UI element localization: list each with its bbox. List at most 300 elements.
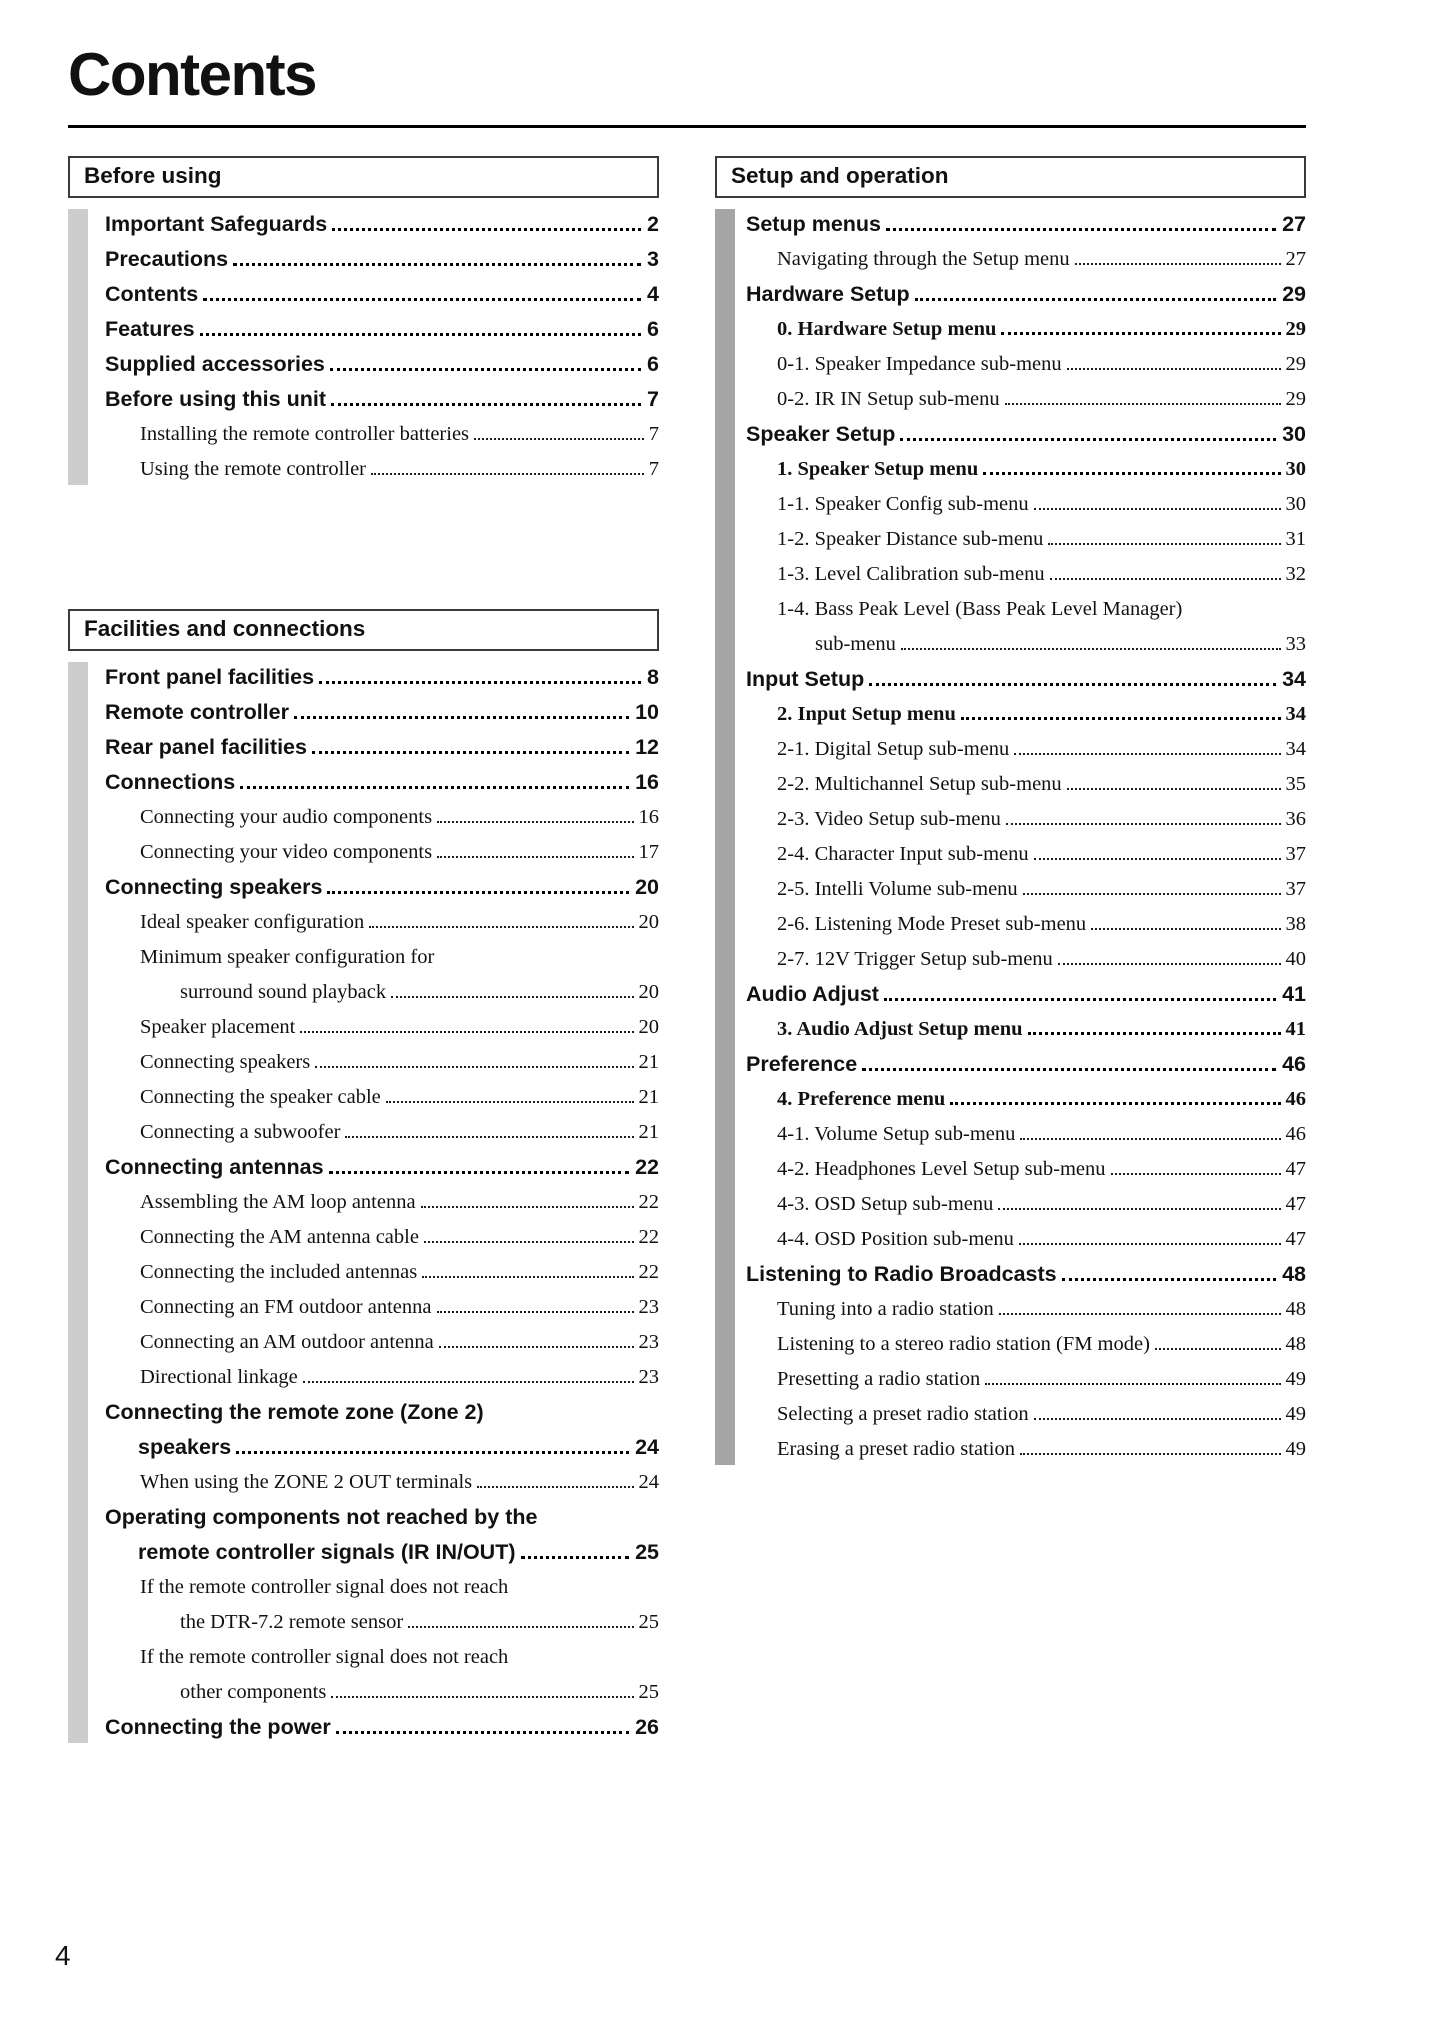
- entry-label: 3. Audio Adjust Setup menu: [777, 1018, 1023, 1040]
- toc-section: [68, 609, 659, 1745]
- entry-label: 2. Input Setup menu: [777, 703, 956, 725]
- entry-page-number: 2: [647, 212, 659, 236]
- toc-entry: [140, 1010, 659, 1045]
- entry-label: Connecting the power: [105, 1715, 331, 1739]
- toc-entry: [777, 522, 1306, 557]
- dot-leader: [331, 403, 641, 406]
- toc-entry: [140, 417, 659, 452]
- entry-page-number: 20: [638, 981, 659, 1003]
- dot-leader: [884, 998, 1276, 1001]
- toc-entry: [105, 277, 659, 312]
- dot-leader: [1019, 1243, 1281, 1245]
- dot-leader: [386, 1101, 634, 1103]
- entry-label: Connecting antennas: [105, 1155, 324, 1179]
- toc-entry: [140, 1465, 659, 1500]
- dot-leader: [422, 1276, 633, 1278]
- entry-page-number: 26: [635, 1715, 659, 1739]
- dot-leader: [985, 1383, 1280, 1385]
- section-entries: [68, 207, 659, 487]
- entry-label: the DTR-7.2 remote sensor: [180, 1611, 404, 1633]
- entry-label: Input Setup: [746, 667, 865, 691]
- entry-page-number: 6: [647, 317, 659, 341]
- dot-leader: [477, 1486, 633, 1488]
- entry-page-number: 25: [638, 1611, 659, 1633]
- toc-entry-continuation: [815, 627, 1306, 662]
- entry-label: Connecting speakers: [140, 1051, 311, 1073]
- entry-label: Connecting the included antennas: [140, 1261, 418, 1283]
- toc-entry: [746, 277, 1306, 312]
- toc-entry: [777, 452, 1306, 487]
- entry-label: 4. Preference menu: [777, 1088, 946, 1110]
- entry-label: 2-4. Character Input sub-menu: [777, 843, 1029, 865]
- entry-label: Using the remote controller: [140, 458, 367, 480]
- toc-entry: [777, 347, 1306, 382]
- toc-entry: [140, 1220, 659, 1255]
- entry-page-number: 22: [635, 1155, 659, 1179]
- dot-leader: [1020, 1453, 1281, 1455]
- dot-leader: [345, 1136, 633, 1138]
- entry-page-number: 3: [647, 247, 659, 271]
- toc-entry: [105, 382, 659, 417]
- entry-page-number: 23: [638, 1366, 659, 1388]
- toc-entry: [777, 1397, 1306, 1432]
- entry-page-number: 46: [1285, 1123, 1306, 1145]
- section-header: Before using: [68, 156, 659, 198]
- toc-entry: [140, 1290, 659, 1325]
- entry-label: 1-1. Speaker Config sub-menu: [777, 493, 1029, 515]
- toc-entry-continuation: [180, 975, 659, 1010]
- title-rule: [68, 125, 1306, 128]
- dot-leader: [236, 1451, 629, 1454]
- dot-leader: [1075, 263, 1281, 265]
- toc-entry: [777, 802, 1306, 837]
- toc-entry: [105, 242, 659, 277]
- dot-leader: [886, 228, 1276, 231]
- entry-page-number: 49: [1285, 1438, 1306, 1460]
- entry-label: Navigating through the Setup menu: [777, 248, 1070, 270]
- entry-page-number: 47: [1285, 1193, 1306, 1215]
- entry-page-number: 25: [635, 1540, 659, 1564]
- entry-label: When using the ZONE 2 OUT terminals: [140, 1471, 473, 1493]
- entry-label: 4-4. OSD Position sub-menu: [777, 1228, 1014, 1250]
- entry-label: 2-7. 12V Trigger Setup sub-menu: [777, 948, 1053, 970]
- section-entries: [68, 660, 659, 1745]
- dot-leader: [233, 263, 641, 266]
- entry-page-number: 46: [1282, 1052, 1306, 1076]
- dot-leader: [421, 1206, 634, 1208]
- entry-page-number: 29: [1285, 353, 1306, 375]
- toc-entry: [140, 940, 659, 975]
- entry-label: 2-1. Digital Setup sub-menu: [777, 738, 1010, 760]
- entry-label: Speaker placement: [140, 1016, 296, 1038]
- toc-entry: [777, 837, 1306, 872]
- entry-label: Rear panel facilities: [105, 735, 307, 759]
- dot-leader: [862, 1068, 1276, 1071]
- entry-page-number: 41: [1282, 982, 1306, 1006]
- dot-leader: [1048, 543, 1280, 545]
- toc-entry: [777, 1327, 1306, 1362]
- entry-page-number: 47: [1285, 1158, 1306, 1180]
- toc-entry-continuation: [180, 1675, 659, 1710]
- dot-leader: [437, 856, 633, 858]
- dot-leader: [1006, 823, 1281, 825]
- dot-leader: [900, 438, 1276, 441]
- toc-entry: [777, 872, 1306, 907]
- dot-leader: [332, 228, 641, 231]
- entry-label: 0-2. IR IN Setup sub-menu: [777, 388, 1000, 410]
- entry-page-number: 27: [1282, 212, 1306, 236]
- section-header: Facilities and connections: [68, 609, 659, 651]
- entry-label: Erasing a preset radio station: [777, 1438, 1015, 1460]
- dot-leader: [300, 1031, 633, 1033]
- dot-leader: [294, 716, 629, 719]
- entry-page-number: 35: [1285, 773, 1306, 795]
- entry-page-number: 33: [1285, 633, 1306, 655]
- entry-label: Connecting your audio components: [140, 806, 433, 828]
- entry-label: 1-4. Bass Peak Level (Bass Peak Level Manager): [777, 598, 1183, 620]
- toc-entry: [777, 697, 1306, 732]
- toc-entry: [746, 662, 1306, 697]
- entry-label: 1-2. Speaker Distance sub-menu: [777, 528, 1044, 550]
- dot-leader: [1001, 332, 1280, 335]
- section-entries: [715, 207, 1306, 1467]
- toc-entry: [777, 242, 1306, 277]
- toc-entry: [140, 1045, 659, 1080]
- entry-label: 0. Hardware Setup menu: [777, 318, 997, 340]
- toc-entry-continuation: [138, 1535, 659, 1570]
- dot-leader: [1067, 368, 1281, 370]
- dot-leader: [1034, 508, 1281, 510]
- toc-entry: [777, 1117, 1306, 1152]
- entry-label: Hardware Setup: [746, 282, 910, 306]
- entry-label: Connecting the remote zone (Zone 2): [105, 1400, 484, 1424]
- dot-leader: [521, 1556, 630, 1559]
- toc-entry: [140, 800, 659, 835]
- entry-label: Connections: [105, 770, 236, 794]
- entry-page-number: 7: [648, 458, 659, 480]
- entry-label: Features: [105, 317, 195, 341]
- entry-page-number: 22: [638, 1261, 659, 1283]
- entry-page-number: 46: [1285, 1088, 1306, 1110]
- toc-column-left: [68, 156, 659, 1745]
- entry-page-number: 17: [638, 841, 659, 863]
- entry-page-number: 48: [1285, 1333, 1306, 1355]
- entry-page-number: 12: [635, 735, 659, 759]
- entry-page-number: 8: [647, 665, 659, 689]
- entry-label: Audio Adjust: [746, 982, 879, 1006]
- entry-label: Connecting the speaker cable: [140, 1086, 381, 1108]
- entry-page-number: 40: [1285, 948, 1306, 970]
- dot-leader: [329, 1171, 629, 1174]
- toc-column-right: [715, 156, 1306, 1745]
- entry-page-number: 23: [638, 1296, 659, 1318]
- toc-entry: [746, 1047, 1306, 1082]
- toc-entry: [777, 312, 1306, 347]
- entry-label: Presetting a radio station: [777, 1368, 981, 1390]
- entry-page-number: 47: [1285, 1228, 1306, 1250]
- toc-entry: [777, 907, 1306, 942]
- entry-page-number: 4: [647, 282, 659, 306]
- entry-page-number: 29: [1282, 282, 1306, 306]
- entry-label: Connecting speakers: [105, 875, 323, 899]
- dot-leader: [1050, 578, 1281, 580]
- entry-page-number: 38: [1285, 913, 1306, 935]
- toc-entry: [105, 1500, 659, 1535]
- page-title: Contents: [68, 41, 316, 108]
- dot-leader: [1020, 1138, 1280, 1140]
- toc-entry: [777, 942, 1306, 977]
- entry-label: Connecting an FM outdoor antenna: [140, 1296, 432, 1318]
- entry-page-number: 21: [638, 1086, 659, 1108]
- entry-page-number: 29: [1285, 318, 1306, 340]
- toc-entry: [777, 557, 1306, 592]
- toc-entry: [105, 660, 659, 695]
- entry-page-number: 49: [1285, 1368, 1306, 1390]
- entry-label: Remote controller: [105, 700, 289, 724]
- toc-entry: [777, 1432, 1306, 1467]
- entry-page-number: 49: [1285, 1403, 1306, 1425]
- entry-label: Connecting a subwoofer: [140, 1121, 341, 1143]
- toc-entry: [746, 977, 1306, 1012]
- entry-label: Operating components not reached by the: [105, 1505, 538, 1529]
- entry-page-number: 23: [638, 1331, 659, 1353]
- entry-page-number: 30: [1282, 422, 1306, 446]
- toc-entry: [746, 417, 1306, 452]
- dot-leader: [371, 473, 644, 475]
- entry-label: Contents: [105, 282, 199, 306]
- toc-entry: [777, 732, 1306, 767]
- entry-label: Before using this unit: [105, 387, 326, 411]
- entry-page-number: 22: [638, 1226, 659, 1248]
- dot-leader: [474, 438, 644, 440]
- dot-leader: [1034, 858, 1281, 860]
- dot-leader: [330, 368, 641, 371]
- toc-entry: [777, 487, 1306, 522]
- toc-entry: [140, 1255, 659, 1290]
- entry-page-number: 16: [638, 806, 659, 828]
- document-page: [68, 40, 1306, 1745]
- entry-page-number: 20: [638, 911, 659, 933]
- toc-section: [715, 156, 1306, 1467]
- toc-entry: [105, 1150, 659, 1185]
- dot-leader: [408, 1626, 633, 1628]
- toc-entry: [140, 1115, 659, 1150]
- toc-entry: [140, 1570, 659, 1605]
- entry-label: 2-2. Multichannel Setup sub-menu: [777, 773, 1062, 795]
- toc-entry: [746, 1257, 1306, 1292]
- dot-leader: [999, 1313, 1281, 1315]
- entry-label: speakers: [138, 1435, 232, 1459]
- dot-leader: [437, 821, 633, 823]
- entry-label: other components: [180, 1681, 327, 1703]
- toc-entry: [140, 1360, 659, 1395]
- entry-page-number: 48: [1285, 1298, 1306, 1320]
- section-header: Setup and operation: [715, 156, 1306, 198]
- entry-page-number: 34: [1285, 738, 1306, 760]
- entry-label: Listening to a stereo radio station (FM mode): [777, 1333, 1150, 1355]
- toc-entry: [140, 835, 659, 870]
- dot-leader: [998, 1208, 1280, 1210]
- dot-leader: [1023, 893, 1281, 895]
- entry-page-number: 24: [635, 1435, 659, 1459]
- dot-leader: [200, 333, 641, 336]
- dot-leader: [915, 298, 1276, 301]
- toc-entry: [140, 1640, 659, 1675]
- toc-entry: [777, 767, 1306, 802]
- entry-page-number: 24: [638, 1471, 659, 1493]
- entry-label: Directional linkage: [140, 1366, 298, 1388]
- dot-leader: [327, 891, 629, 894]
- toc-entry: [105, 730, 659, 765]
- toc-entry: [105, 347, 659, 382]
- entry-page-number: 20: [635, 875, 659, 899]
- entry-label: Speaker Setup: [746, 422, 896, 446]
- entry-page-number: 7: [648, 423, 659, 445]
- toc-entry: [777, 592, 1306, 627]
- entry-page-number: 30: [1285, 493, 1306, 515]
- toc-entry-continuation: [138, 1430, 659, 1465]
- entry-label: Listening to Radio Broadcasts: [746, 1262, 1057, 1286]
- toc-entry: [777, 1082, 1306, 1117]
- toc-entry: [140, 1185, 659, 1220]
- entry-label: Important Safeguards: [105, 212, 328, 236]
- entry-label: remote controller signals (IR IN/OUT): [138, 1540, 516, 1564]
- entry-label: If the remote controller signal does not reach: [140, 1576, 509, 1598]
- toc-section: [68, 156, 659, 487]
- toc-entry: [105, 765, 659, 800]
- entry-label: Tuning into a radio station: [777, 1298, 994, 1320]
- entry-page-number: 27: [1285, 248, 1306, 270]
- entry-label: 0-1. Speaker Impedance sub-menu: [777, 353, 1062, 375]
- entry-page-number: 37: [1285, 878, 1306, 900]
- entry-label: 2-6. Listening Mode Preset sub-menu: [777, 913, 1087, 935]
- entry-label: Front panel facilities: [105, 665, 315, 689]
- toc-entry: [105, 312, 659, 347]
- entry-page-number: 30: [1285, 458, 1306, 480]
- entry-label: Connecting an AM outdoor antenna: [140, 1331, 434, 1353]
- toc-entry: [105, 870, 659, 905]
- entry-label: Connecting your video components: [140, 841, 433, 863]
- entry-label: Ideal speaker configuration: [140, 911, 365, 933]
- entry-label: 4-3. OSD Setup sub-menu: [777, 1193, 994, 1215]
- dot-leader: [369, 926, 633, 928]
- dot-leader: [336, 1731, 629, 1734]
- toc-entry: [777, 382, 1306, 417]
- entry-page-number: 37: [1285, 843, 1306, 865]
- entry-page-number: 22: [638, 1191, 659, 1213]
- entry-label: 4-1. Volume Setup sub-menu: [777, 1123, 1016, 1145]
- entry-label: Assembling the AM loop antenna: [140, 1191, 416, 1213]
- dot-leader: [315, 1066, 633, 1068]
- dot-leader: [983, 472, 1280, 475]
- dot-leader: [1111, 1173, 1281, 1175]
- dot-leader: [240, 786, 629, 789]
- entry-page-number: 21: [638, 1121, 659, 1143]
- entry-label: Minimum speaker configuration for: [140, 946, 435, 968]
- entry-label: Connecting the AM antenna cable: [140, 1226, 419, 1248]
- dot-leader: [1062, 1278, 1276, 1281]
- dot-leader: [303, 1381, 634, 1383]
- dot-leader: [319, 681, 641, 684]
- entry-label: 1-3. Level Calibration sub-menu: [777, 563, 1045, 585]
- toc-entry: [105, 207, 659, 242]
- entry-page-number: 21: [638, 1051, 659, 1073]
- entry-label: 4-2. Headphones Level Setup sub-menu: [777, 1158, 1106, 1180]
- toc-entry: [777, 1152, 1306, 1187]
- entry-label: Precautions: [105, 247, 229, 271]
- dot-leader: [950, 1102, 1280, 1105]
- entry-page-number: 32: [1285, 563, 1306, 585]
- entry-label: 2-5. Intelli Volume sub-menu: [777, 878, 1018, 900]
- entry-page-number: 20: [638, 1016, 659, 1038]
- dot-leader: [391, 996, 633, 998]
- toc-entry-continuation: [180, 1605, 659, 1640]
- toc-entry: [777, 1222, 1306, 1257]
- entry-label: If the remote controller signal does not reach: [140, 1646, 509, 1668]
- toc-columns: [68, 156, 1306, 1745]
- dot-leader: [1005, 403, 1281, 405]
- toc-entry: [746, 207, 1306, 242]
- toc-entry: [777, 1012, 1306, 1047]
- entry-label: 2-3. Video Setup sub-menu: [777, 808, 1001, 830]
- toc-entry: [140, 452, 659, 487]
- dot-leader: [203, 298, 641, 301]
- entry-page-number: 36: [1285, 808, 1306, 830]
- dot-leader: [1067, 788, 1281, 790]
- dot-leader: [331, 1696, 633, 1698]
- dot-leader: [1058, 963, 1281, 965]
- entry-label: sub-menu: [815, 633, 896, 655]
- entry-page-number: 10: [635, 700, 659, 724]
- toc-entry: [105, 695, 659, 730]
- entry-label: Setup menus: [746, 212, 881, 236]
- entry-page-number: 34: [1285, 703, 1306, 725]
- dot-leader: [1028, 1032, 1281, 1035]
- entry-page-number: 16: [635, 770, 659, 794]
- dot-leader: [961, 717, 1281, 720]
- entry-page-number: 29: [1285, 388, 1306, 410]
- dot-leader: [424, 1241, 634, 1243]
- entry-page-number: 6: [647, 352, 659, 376]
- dot-leader: [1014, 753, 1280, 755]
- toc-entry: [140, 1080, 659, 1115]
- entry-label: Selecting a preset radio station: [777, 1403, 1029, 1425]
- dot-leader: [1091, 928, 1280, 930]
- entry-label: surround sound playback: [180, 981, 387, 1003]
- toc-entry: [777, 1187, 1306, 1222]
- entry-page-number: 41: [1285, 1018, 1306, 1040]
- entry-page-number: 31: [1285, 528, 1306, 550]
- dot-leader: [901, 648, 1281, 650]
- dot-leader: [312, 751, 629, 754]
- toc-entry: [105, 1395, 659, 1430]
- toc-entry: [777, 1362, 1306, 1397]
- entry-page-number: 34: [1282, 667, 1306, 691]
- toc-entry: [140, 905, 659, 940]
- entry-label: Preference: [746, 1052, 858, 1076]
- toc-entry: [140, 1325, 659, 1360]
- entry-page-number: 7: [647, 387, 659, 411]
- dot-leader: [437, 1311, 634, 1313]
- toc-entry: [105, 1710, 659, 1745]
- entry-label: Installing the remote controller batteries: [140, 423, 470, 445]
- dot-leader: [1034, 1418, 1281, 1420]
- entry-page-number: 25: [638, 1681, 659, 1703]
- entry-label: Supplied accessories: [105, 352, 325, 376]
- entry-page-number: 48: [1282, 1262, 1306, 1286]
- dot-leader: [1155, 1348, 1281, 1350]
- dot-leader: [439, 1346, 634, 1348]
